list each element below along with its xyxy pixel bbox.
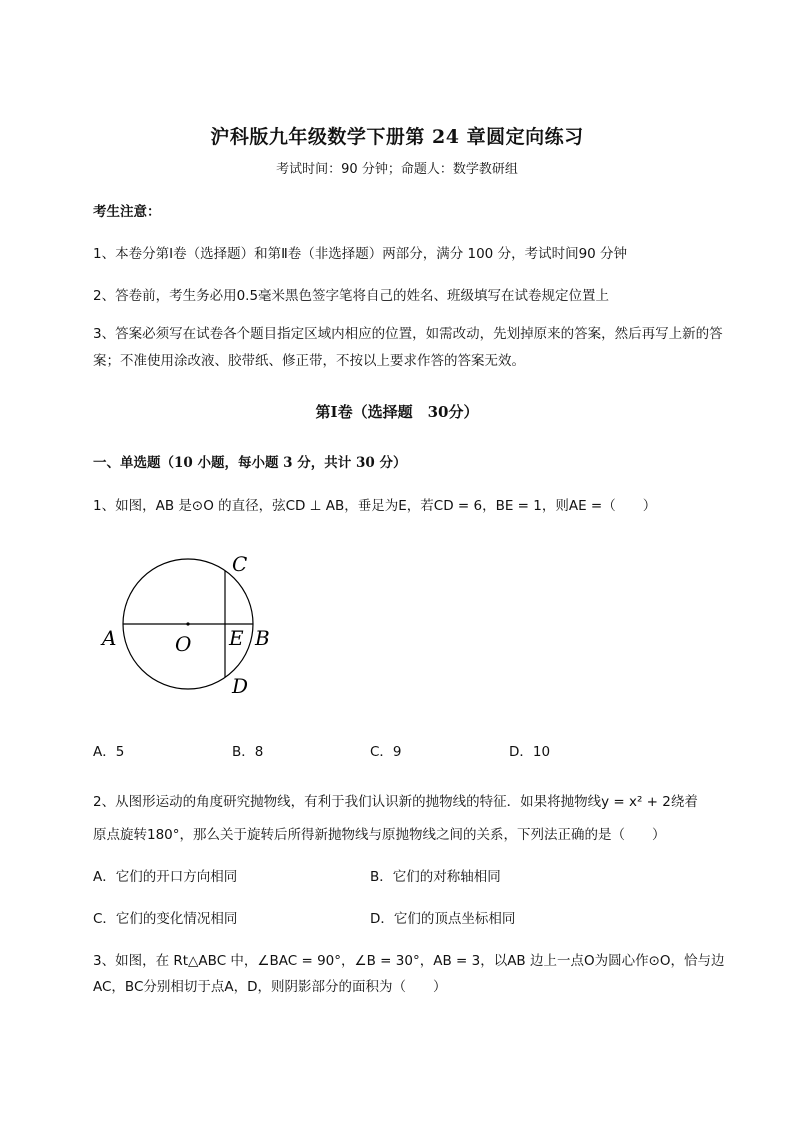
label-o: O xyxy=(175,632,192,656)
q1-option-a: A．5 xyxy=(93,744,125,760)
notice-heading: 考生注意： xyxy=(93,204,161,220)
question-2-line-2: 原点旋转180°，那么关于旋转后所得新抛物线与原抛物线之间的关系，下列法正确的是（ ） xyxy=(93,827,666,843)
label-d: D xyxy=(232,674,249,698)
question-3-line-1: 3、如图，在 Rt△ABC 中，∠BAC = 90°，∠B = 30°，AB = 3，以AB 边上一点O为圆心作⊙O，恰与边 xyxy=(93,953,725,969)
part-heading: 一、单选题（10 小题，每小题 3 分，共计 30 分） xyxy=(93,455,407,471)
q1-option-b: B．8 xyxy=(232,744,264,760)
label-c: C xyxy=(232,552,248,576)
question-2-line-1: 2、从图形运动的角度研究抛物线，有利于我们认识新的抛物线的特征．如果将抛物线y = x² + 2绕着 xyxy=(93,794,698,810)
q1-option-d: D．10 xyxy=(509,744,551,760)
q1-option-c: C．9 xyxy=(370,744,402,760)
q2-option-a: A．它们的开口方向相同 xyxy=(93,869,238,885)
q2-option-b: B．它们的对称轴相同 xyxy=(370,869,501,885)
exam-info: 考试时间：90 分钟；命题人：数学教研组 xyxy=(276,162,518,177)
label-a: A xyxy=(102,626,117,650)
question-3-line-2: AC，BC分别相切于点A，D，则阴影部分的面积为（ ） xyxy=(93,979,447,995)
question-1-text: 1、如图，AB 是⊙O 的直径，弦CD ⊥ AB，垂足为E，若CD = 6，BE = 1，则AE =（ ） xyxy=(93,498,657,514)
q2-option-c: C．它们的变化情况相同 xyxy=(93,911,238,927)
q2-option-d: D．它们的顶点坐标相同 xyxy=(370,911,516,927)
label-b: B xyxy=(255,626,270,650)
circle-figure xyxy=(95,545,285,705)
notice-item-3: 3、答案必须写在试卷各个题目指定区域内相应的位置，如需改动，先划掉原来的答案，然后再写上新的答案；不准使用涂改液、胶带纸、修正带，不按以上要求作答的答案无效。 xyxy=(93,326,723,369)
notice-item-1: 1、本卷分第Ⅰ卷（选择题）和第Ⅱ卷（非选择题）两部分，满分 100 分，考试时间90 分钟 xyxy=(93,246,628,262)
notice-item-2: 2、答卷前，考生务必用0.5毫米黑色签字笔将自己的姓名、班级填写在试卷规定位置上 xyxy=(93,288,610,304)
section-title: 第Ⅰ卷（选择题 30分） xyxy=(315,403,479,421)
page-title: 沪科版九年级数学下册第 24 章圆定向练习 xyxy=(210,126,584,148)
label-e: E xyxy=(229,626,244,650)
center-point xyxy=(186,622,189,625)
